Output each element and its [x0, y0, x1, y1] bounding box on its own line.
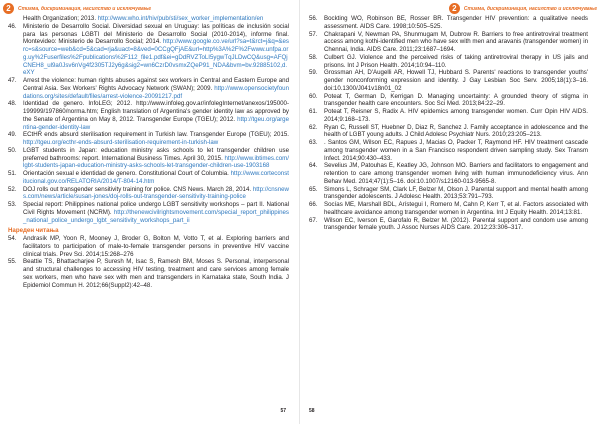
- reference-body: [23, 170, 289, 186]
- reference-body: [324, 69, 588, 92]
- reference-item: [309, 31, 588, 54]
- running-header: Стигма, дискриминация, насилство и исключување: [18, 5, 152, 12]
- reference-body: [324, 31, 588, 54]
- reference-body: [324, 54, 588, 70]
- reference-text: Arrest the violence: human rights abuses against sex workers in Central and Eastern Europe and Central Asia. Sex Workers' Rights Advocacy Network (SWAN); 2009.: [23, 77, 289, 92]
- reference-number: 48.: [8, 100, 17, 108]
- reference-body: [23, 258, 289, 289]
- reference-body: [23, 235, 289, 258]
- reference-number: 51.: [8, 170, 17, 177]
- reference-link[interactable]: http://cnsnews.com/news/article/susan-jones/doj-rolls-out-transgender-sensitivity-training-police: [23, 185, 289, 201]
- page-header: [3, 2, 151, 15]
- reference-item: [8, 235, 289, 258]
- reference-item: [309, 108, 588, 124]
- reference-item: [8, 131, 289, 147]
- reference-text: Poteat T, German D, Kerrigan D. Managing uncertainty: A grounded theory of stigma in transgender health care encounters. Soc Sci Med. 2013;84:22–29.: [324, 92, 588, 108]
- reference-item: [309, 201, 588, 217]
- reference-item: [309, 186, 588, 202]
- reference-text: Ryan C, Russell ST, Huebner D, Diaz R, Sanchez J. Family acceptance in adolescence and the health of LGBT young adults. J Child Adolesc Psychiatr Nurs. 2010;23:205–213.: [324, 123, 588, 139]
- reference-body: [324, 93, 588, 109]
- reference-item: [309, 15, 588, 31]
- running-header: Стигма, дискриминация, насилство и исключување: [463, 5, 597, 12]
- reference-text: Bockting WO, Robinson BE, Rosser BR. Transgender HIV prevention: a qualitative needs assessment. AIDS Care. 1998;10:505–525.: [324, 15, 588, 30]
- reference-body: [23, 23, 289, 77]
- reference-continuation: [8, 15, 289, 23]
- reference-body: [324, 201, 588, 217]
- reference-number: 61.: [309, 108, 318, 115]
- reference-number: 50.: [8, 146, 17, 154]
- page-header: [449, 2, 597, 15]
- reference-link[interactable]: http://tgeu.org/ecthr-ends-absurd-sterilisation-requirement-in-turkish-law: [23, 139, 219, 146]
- reference-body: [324, 186, 588, 202]
- reference-list: [8, 23, 289, 225]
- further-reading-list: [8, 235, 289, 289]
- reference-text: Identidad de genero. InfoLEG; 2012. http://www.infoleg.gov.ar/infolegInternet/anexos/195000-199999/197860/norma.htm; English translation of Argentina's gender identity law as approved by the Senate of Argentina on May 8, 2012. Transgender Europe (TGEU); 2012.: [23, 100, 289, 123]
- reference-item: [8, 23, 289, 77]
- reference-item: [8, 100, 289, 131]
- reference-number: 57.: [309, 30, 318, 38]
- reference-text: Orientación sexual e identidad de genero. Constitutional Court of Columbia.: [23, 170, 231, 177]
- reference-number: 63.: [309, 139, 318, 146]
- reference-item: [309, 217, 588, 233]
- reference-body: [324, 124, 588, 140]
- reference-number: 62.: [309, 123, 318, 131]
- reference-item: [8, 77, 289, 100]
- reference-text: ECtHR ends absurd sterilisation requirement in Turkish law. Transgender Europe (TGEU); 2015.: [23, 131, 289, 139]
- reference-link[interactable]: http://www.google.co.ve/url?sa=t&rct=j&q=&esrc=s&source=web&cd=5&cad=rja&uact=8&ved=0CCgQFjAE&url=http%3A%2F%2Fwww.unfpa.org.uy%2Fuserfiles%2Fpublications%2F112_file1.pdf&ei=gDdRVZToLI5ygwTqJLDwCQ&usg=AFQjCNEH8_ul9a0Jsv6nVg4f2305TJ2y6g&sig2=wn6CzrD0vsmxZQeP91_NDA&bvm=bv.92885102,d.eXY: [23, 38, 289, 77]
- reference-item: [8, 186, 289, 202]
- reference-number: 58.: [309, 53, 318, 61]
- reference-text: Ministerio de Desarrollo Social. Diversidad sexual en Uruguay: las políticas de inclusión social para las personas LGBTI del Ministerio de Desarrollo Social (2010-2014), informe final. Montevideo: Ministerio de Desarrollo Social; 2014.: [23, 22, 289, 46]
- reference-item: [8, 258, 289, 289]
- further-reading-list: [309, 15, 588, 232]
- reference-number: 64.: [309, 162, 318, 170]
- reference-text: Poteat T, Reisner S, Radix A. HIV epidemics among transgender women. Curr Opin HIV AIDS. 2014;9:168–173.: [324, 108, 588, 123]
- reference-number: 49.: [8, 131, 17, 139]
- reference-body: [324, 217, 588, 233]
- page-number: 58: [309, 408, 315, 414]
- reference-text: Chakrapani V, Newman PA, Shunmugam M, Dubrow R. Barriers to free antiretroviral treatment access among kothi-identified men who have sex with men and aravanis (transgender women) in Chennai, India. AIDS Care. 2011;23:1687–1694.: [324, 30, 588, 53]
- reference-item: [309, 162, 588, 185]
- reference-number: 56.: [309, 15, 318, 22]
- reference-number: 60.: [309, 92, 318, 100]
- page-number: 57: [280, 408, 286, 414]
- reference-item: [8, 201, 289, 224]
- reference-text: Andrasik MP, Yoon R, Mooney J, Broder G, Bolton M, Votto T, et al. Exploring barriers and facilitators to participation of male-to-female transgender persons in preventive HIV vaccine clinical trials. Prev Sci. 2014;15:268–276: [23, 235, 289, 258]
- reference-text: LGBT students in Japan: education ministry asks schools to let transgender children use preferred bathrooms: report. International Business Times. April 30, 2015.: [23, 146, 289, 162]
- reference-number: 47.: [8, 77, 17, 84]
- reference-item: [8, 147, 289, 170]
- reference-item: [309, 54, 588, 70]
- chapter-badge: 2: [3, 3, 14, 14]
- reference-link[interactable]: http://www.corteconstitucional.gov.co/RELATORIA/2014/T-804-14.htm: [23, 170, 289, 185]
- reference-number: 54.: [8, 235, 17, 242]
- reference-link[interactable]: http://thenewcivilrightsmovement.com/special_report_philippines_national_police_undergo_lgbt_sensitivity_workshops_part_ii: [23, 208, 289, 224]
- reference-body: [23, 77, 289, 100]
- reference-item: [309, 93, 588, 109]
- reference-text: Socías ME, Marshall BDL, Arístegui I, Romero M, Cahn P, Kerr T, et al. Factors associated with healthcare avoidance among transgender women in Argentina. Int J Equity Health. 2014;13:81.: [324, 201, 588, 216]
- reference-number: 65.: [309, 185, 318, 193]
- right-page: [300, 0, 600, 424]
- references-column: [8, 15, 289, 289]
- reference-link[interactable]: http://tgeu.org/argentina-gender-identity-law: [23, 115, 289, 131]
- reference-text: Health Organization; 2013.: [23, 15, 98, 22]
- reference-item: [309, 124, 588, 140]
- reference-text: Special report: Philippines national police undergo LGBT sensitivity workshops – part II. National Civil Rights Movement (NCRM).: [23, 201, 289, 216]
- reference-body: [324, 139, 588, 162]
- chapter-badge: 2: [449, 3, 460, 14]
- reference-text: Grossman AH, D'Augelli AR, Howell TJ, Hubbard S. Parents' reactions to transgender youths' gender nonconforming expression and identity. J Gay Lesbian Soc Serv. 2005;18(1):3–16. doi:10.1300/J041v18n01_02: [324, 69, 588, 92]
- reference-text: Simons L, Schrager SM, Clark LF, Belzer M, Olson J. Parental support and mental health among transgender adolescents. J Adolesc Health. 2013;53:791–793.: [324, 185, 588, 201]
- reference-number: 67.: [309, 216, 318, 224]
- reference-number: 66.: [309, 201, 318, 208]
- reference-body: [324, 15, 588, 31]
- reference-item: [8, 170, 289, 186]
- reference-text: DOJ rolls out transgender sensitivity training for police. CNS News. March 28, 2014.: [23, 185, 253, 193]
- reference-item: [309, 139, 588, 162]
- reference-text: . Santos GM, Wilson EC, Rapues J, Macias O, Packer T, Raymond HF. HIV treatment cascade among transgender women in a San Francisco respondent driven sampling study. Sex Transm Infect. 2014;90:430–433.: [324, 139, 588, 162]
- references-column: [309, 15, 588, 232]
- reference-body: [23, 147, 289, 170]
- reference-link[interactable]: http://www.opensocietyfoundations.org/sites/default/files/arrest-violence-20091217.pdf: [23, 84, 289, 100]
- reference-text: Beattie TS, Bhattacharjee P, Suresh M, Isac S, Ramesh BM, Moses S. Personal, interpersonal and structural challenges to accessing HIV testing, treatment and care services among female sex workers, men who have sex with men and transgenders in Karnataka state, South India. J Epidemiol Commun H. 2012;66(Suppl2):42–48.: [23, 258, 289, 289]
- reference-body: [23, 201, 289, 224]
- reference-number: 46.: [8, 22, 17, 30]
- reference-number: 55.: [8, 258, 17, 266]
- reference-text: Sevelius JM, Patouhas E, Keatley JG, Johnson MO. Barriers and facilitators to engagement and retention to care among transgender women living with human immunodeficiency virus. Ann Behav Med. 2014;47(1):5–16. doi:10.1007/s12160-013-9565-8.: [324, 162, 588, 185]
- reference-link[interactable]: http://www.who.int/hiv/pub/sti/sex_worker_implementation/en: [97, 15, 264, 22]
- reference-body: [23, 186, 289, 202]
- section-heading: Нареден читања: [8, 227, 59, 235]
- reference-text: Culbert GJ. Violence and the perceived risks of taking antiretroviral therapy in US jails and prisons. Int J Prison Health. 2014;10:94–110.: [324, 53, 588, 69]
- reference-number: 53.: [8, 201, 17, 208]
- reference-body: [23, 131, 289, 147]
- reference-body: [23, 100, 289, 131]
- reference-number: 52.: [8, 185, 17, 193]
- reference-body: [324, 108, 588, 124]
- reference-number: 59.: [309, 69, 318, 77]
- reference-item: [309, 69, 588, 92]
- reference-link[interactable]: http://www.ibtimes.com/lgbt-students-japan-education-ministry-asks-schools-let-transgender-children-use-1903168: [23, 154, 289, 170]
- reference-body: [324, 162, 588, 185]
- reference-text: Wilson EC, Iverson E, Garofalo R, Belzer M. (2012). Parental support and condom use among transgender female youth. J Assoc Nurses AIDS Care. 2012;23:306–317.: [324, 216, 588, 232]
